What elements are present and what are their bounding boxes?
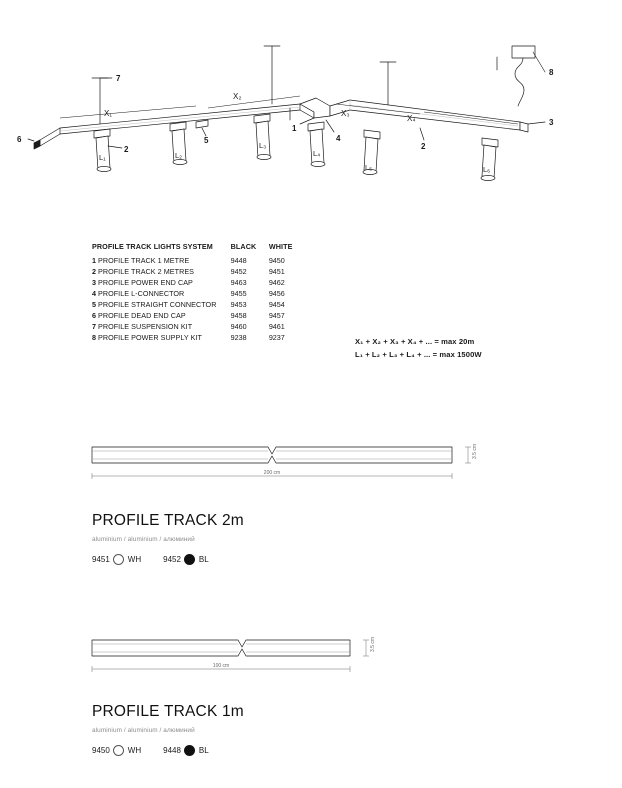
lamp-label-l3: L₃ <box>259 141 267 150</box>
span-label-x2: X₂ <box>233 92 242 101</box>
code-variant-white[interactable] <box>92 745 141 756</box>
table-row <box>92 288 307 299</box>
callout-7: 7 <box>116 74 121 83</box>
row-name: PROFILE STRAIGHT CONNECTOR <box>98 300 217 310</box>
product-profile-track-2m <box>0 430 622 564</box>
power-supply-box <box>512 46 535 58</box>
product-drawing-1m <box>0 615 622 685</box>
product-materials: aluminium / aluminium / алюминий <box>92 536 195 543</box>
callout-6: 6 <box>17 135 22 144</box>
callout-5: 5 <box>204 136 209 145</box>
callout-4: 4 <box>336 134 341 143</box>
product-title: PROFILE TRACK 2m <box>92 512 244 529</box>
row-index: 1 <box>92 256 96 266</box>
product-profile-track-1m <box>0 615 622 755</box>
table-title: PROFILE TRACK LIGHTS SYSTEM <box>92 242 213 251</box>
callout-2a: 2 <box>124 145 129 154</box>
product-codes <box>92 745 209 756</box>
height-label: 3.5 cm <box>472 443 478 459</box>
table-row <box>92 321 307 332</box>
row-index: 3 <box>92 278 96 288</box>
lamp-label-l1: L₁ <box>99 153 106 162</box>
code-variant-black[interactable] <box>163 554 209 565</box>
product-materials: aluminium / aluminium / алюминий <box>92 727 195 734</box>
row-code-white: 9462 <box>268 278 285 288</box>
color-label: WH <box>127 746 142 755</box>
row-index: 6 <box>92 311 96 321</box>
callout-1a: 1 <box>292 124 297 133</box>
code-number: 9450 <box>92 746 110 755</box>
row-code-black: 9455 <box>230 289 247 299</box>
lamp-label-l4: L₄ <box>313 149 321 158</box>
row-code-black: 9458 <box>230 311 247 321</box>
row-name: PROFILE POWER END CAP <box>98 278 193 288</box>
formula-power: L₁ + L₂ + L₃ + L₄ + ... = max 1500W <box>355 349 482 359</box>
span-label-x1: X₁ <box>104 109 113 118</box>
formula-length: X₁ + X₂ + X₃ + X₄ + ... = max 20m <box>355 337 475 346</box>
row-code-white: 9461 <box>268 322 285 331</box>
power-end-cap <box>520 122 528 132</box>
color-label: WH <box>127 555 142 564</box>
callout-8: 8 <box>549 68 554 77</box>
color-label: BL <box>198 746 209 755</box>
track-profile-outline <box>92 447 452 463</box>
row-code-white: 9237 <box>268 332 285 342</box>
product-drawing-2m <box>0 430 622 500</box>
row-index: 2 <box>92 267 96 277</box>
row-code-black: 9448 <box>230 256 247 266</box>
row-name: PROFILE DEAD END CAP <box>98 311 186 321</box>
row-index: 5 <box>92 300 96 310</box>
table-row <box>92 277 307 288</box>
row-code-white: 9456 <box>268 289 285 299</box>
row-name: PROFILE TRACK 1 METRE <box>98 256 190 266</box>
color-swatch-white-icon <box>113 554 124 565</box>
span-label-x4: X₄ <box>407 114 416 123</box>
row-name: PROFILE SUSPENSION KIT <box>98 322 193 331</box>
row-code-black: 9460 <box>230 322 247 331</box>
product-title: PROFILE TRACK 1m <box>92 703 244 720</box>
code-variant-white[interactable] <box>92 554 141 565</box>
code-variant-black[interactable] <box>163 745 209 756</box>
length-label: 200 cm <box>263 470 281 476</box>
row-code-white: 9451 <box>268 267 285 277</box>
code-number: 9448 <box>163 746 181 755</box>
lamp-label-l6: L₆ <box>483 165 491 174</box>
row-name: PROFILE POWER SUPPLY KIT <box>98 332 202 342</box>
table-row <box>92 255 307 266</box>
length-label: 100 cm <box>212 663 230 669</box>
product-codes <box>92 554 209 565</box>
row-code-black: 9238 <box>230 332 247 342</box>
color-label: BL <box>198 555 209 564</box>
row-code-black: 9453 <box>230 300 247 310</box>
table-row <box>92 299 307 310</box>
height-label: 3.5 cm <box>370 636 376 652</box>
color-swatch-black-icon <box>184 745 195 756</box>
lamp-label-l2: L₂ <box>175 151 183 160</box>
table-row <box>92 310 307 321</box>
row-name: PROFILE L-CONNECTOR <box>98 289 185 299</box>
callout-2b: 2 <box>421 142 426 151</box>
parts-table <box>92 243 307 343</box>
row-name: PROFILE TRACK 2 METRES <box>98 267 195 277</box>
system-limits <box>355 336 482 361</box>
row-index: 7 <box>92 322 96 331</box>
dead-end-cap <box>34 140 40 149</box>
column-header-white: WHITE <box>268 242 293 251</box>
row-code-black: 9452 <box>230 267 247 277</box>
row-code-white: 9457 <box>268 311 285 321</box>
row-code-white: 9450 <box>268 256 285 266</box>
callout-3: 3 <box>549 118 554 127</box>
column-header-black: BLACK <box>230 242 257 251</box>
color-swatch-black-icon <box>184 554 195 565</box>
track-rail-right <box>330 100 520 130</box>
code-number: 9451 <box>92 555 110 564</box>
row-index: 8 <box>92 332 96 342</box>
straight-connector <box>196 120 208 128</box>
code-number: 9452 <box>163 555 181 564</box>
row-code-white: 9454 <box>268 300 285 310</box>
lamp-label-l5: L₅ <box>365 163 373 172</box>
row-index: 4 <box>92 289 96 299</box>
table-row <box>92 266 307 277</box>
row-code-black: 9463 <box>230 278 247 288</box>
span-label-x3: X₃ <box>341 109 350 118</box>
track-system-diagram <box>0 0 622 215</box>
table-header-row <box>92 243 307 255</box>
track-profile-outline <box>92 640 350 656</box>
table-row <box>92 332 307 343</box>
color-swatch-white-icon <box>113 745 124 756</box>
